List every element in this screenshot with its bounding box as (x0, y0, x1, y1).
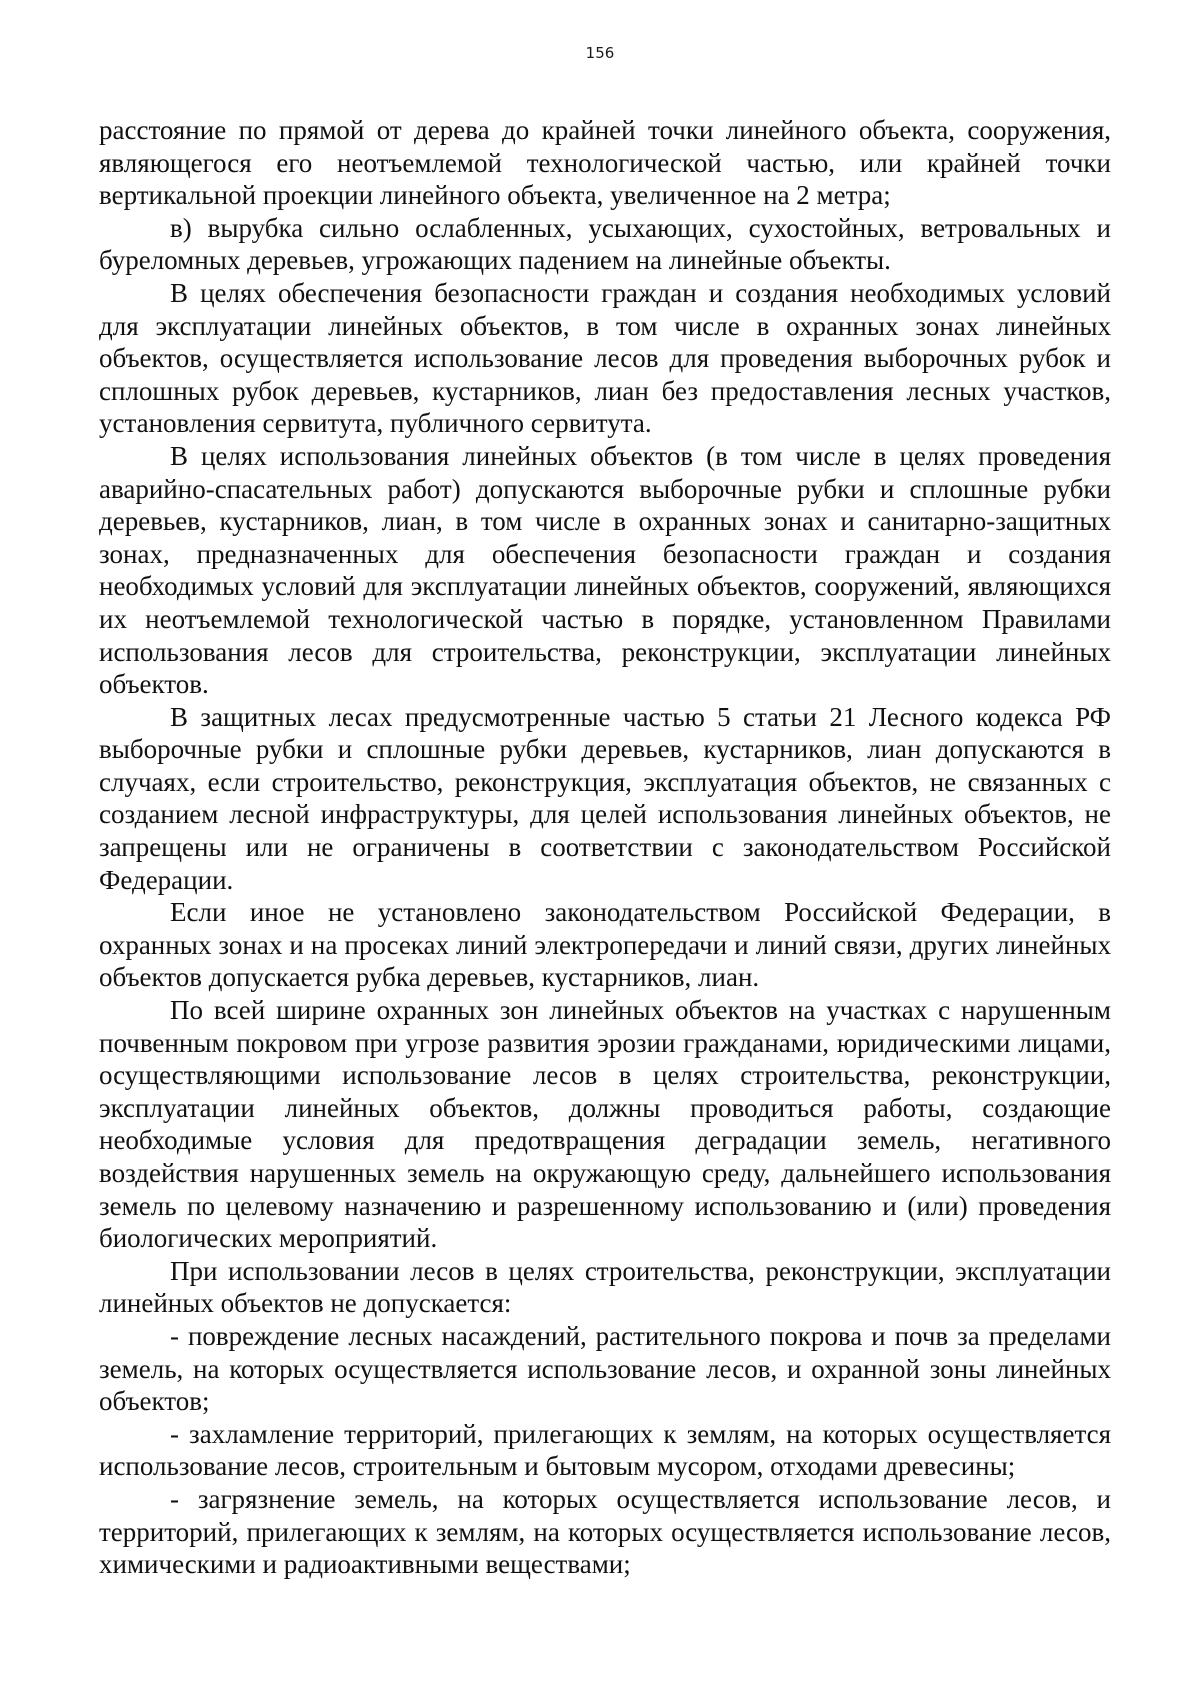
list-item: - захламление территорий, прилегающих к землям, на которых осуществляется использование лесов, строительным и бытовым мусором, отходами древесины; (99, 1418, 1111, 1482)
paragraph-continuation: расстояние по прямой от дерева до крайней точки линейного объекта, сооружения, являющегося его неотъемлемой технологической частью, или крайней точки вертикальной проекции линейного объекта, увеличенное на 2 метра; (99, 115, 1111, 211)
list-item: - повреждение лесных насаждений, растительного покрова и почв за пределами земель, на которых осуществляется использование лесов, и охранной зоны линейных объектов; (99, 1320, 1111, 1417)
paragraph: В целях использования линейных объектов (в том числе в целях проведения аварийно-спасательных работ) допускаются выборочные рубки и сплошные рубки деревьев, кустарников, лиан, в том числе в охранных зонах и санитарно-защитных зонах, предназначенных для обеспечения безопасности граждан и создания необходимых условий для эксплуатации линейных объектов, сооружений, являющихся их неотъемлемой технологической частью в порядке, установленном Правилами использования лесов для строительства, реконструкции, эксплуатации линейных объектов. (99, 440, 1111, 700)
page-number: 156 (585, 44, 615, 62)
paragraph: В защитных лесах предусмотренные частью 5 статьи 21 Лесного кодекса РФ выборочные рубки и сплошные рубки деревьев, кустарников, лиан допускаются в случаях, если строительство, реконструкция, эксплуатация объектов, не связанных с созданием лесной инфраструктуры, для целей использования линейных объектов, не запрещены или не ограничены в соответствии с законодательством Российской Федерации. (99, 701, 1111, 895)
paragraph: В целях обеспечения безопасности граждан и создания необходимых условий для эксплуатации линейных объектов, в том числе в охранных зонах линейных объектов, осуществляется использование лесов для проведения выборочных рубок и сплошных рубок деревьев, кустарников, лиан без предоставления лесных участков, установления сервитута, публичного сервитута. (99, 277, 1111, 439)
paragraph: При использовании лесов в целях строительства, реконструкции, эксплуатации линейных объектов не допускается: (99, 1255, 1111, 1319)
paragraph: По всей ширине охранных зон линейных объектов на участках с нарушенным почвенным покровом при угрозе развития эрозии гражданами, юридическими лицами, осуществляющими использование лесов в целях строительства, реконструкции, эксплуатации линейных объектов, должны проводиться работы, создающие необходимые условия для предотвращения деградации земель, негативного воздействия нарушенных земель на окружающую среду, дальнейшего использования земель по целевому назначению и разрешенному использованию и (или) проведения биологических мероприятий. (99, 995, 1111, 1254)
list-item: - загрязнение земель, на которых осуществляется использование лесов, и территорий, прилегающих к землям, на которых осуществляется использование лесов, химическими и радиоактивными веществами; (99, 1483, 1111, 1580)
paragraph: в) вырубка сильно ослабленных, усыхающих, сухостойных, ветровальных и буреломных деревьев, угрожающих падением на линейные объекты. (99, 212, 1111, 276)
paragraph: Если иное не установлено законодательством Российской Федерации, в охранных зонах и на просеках линий электропередачи и линий связи, других линейных объектов допускается рубка деревьев, кустарников, лиан. (99, 897, 1111, 993)
document-body (99, 114, 1111, 1581)
